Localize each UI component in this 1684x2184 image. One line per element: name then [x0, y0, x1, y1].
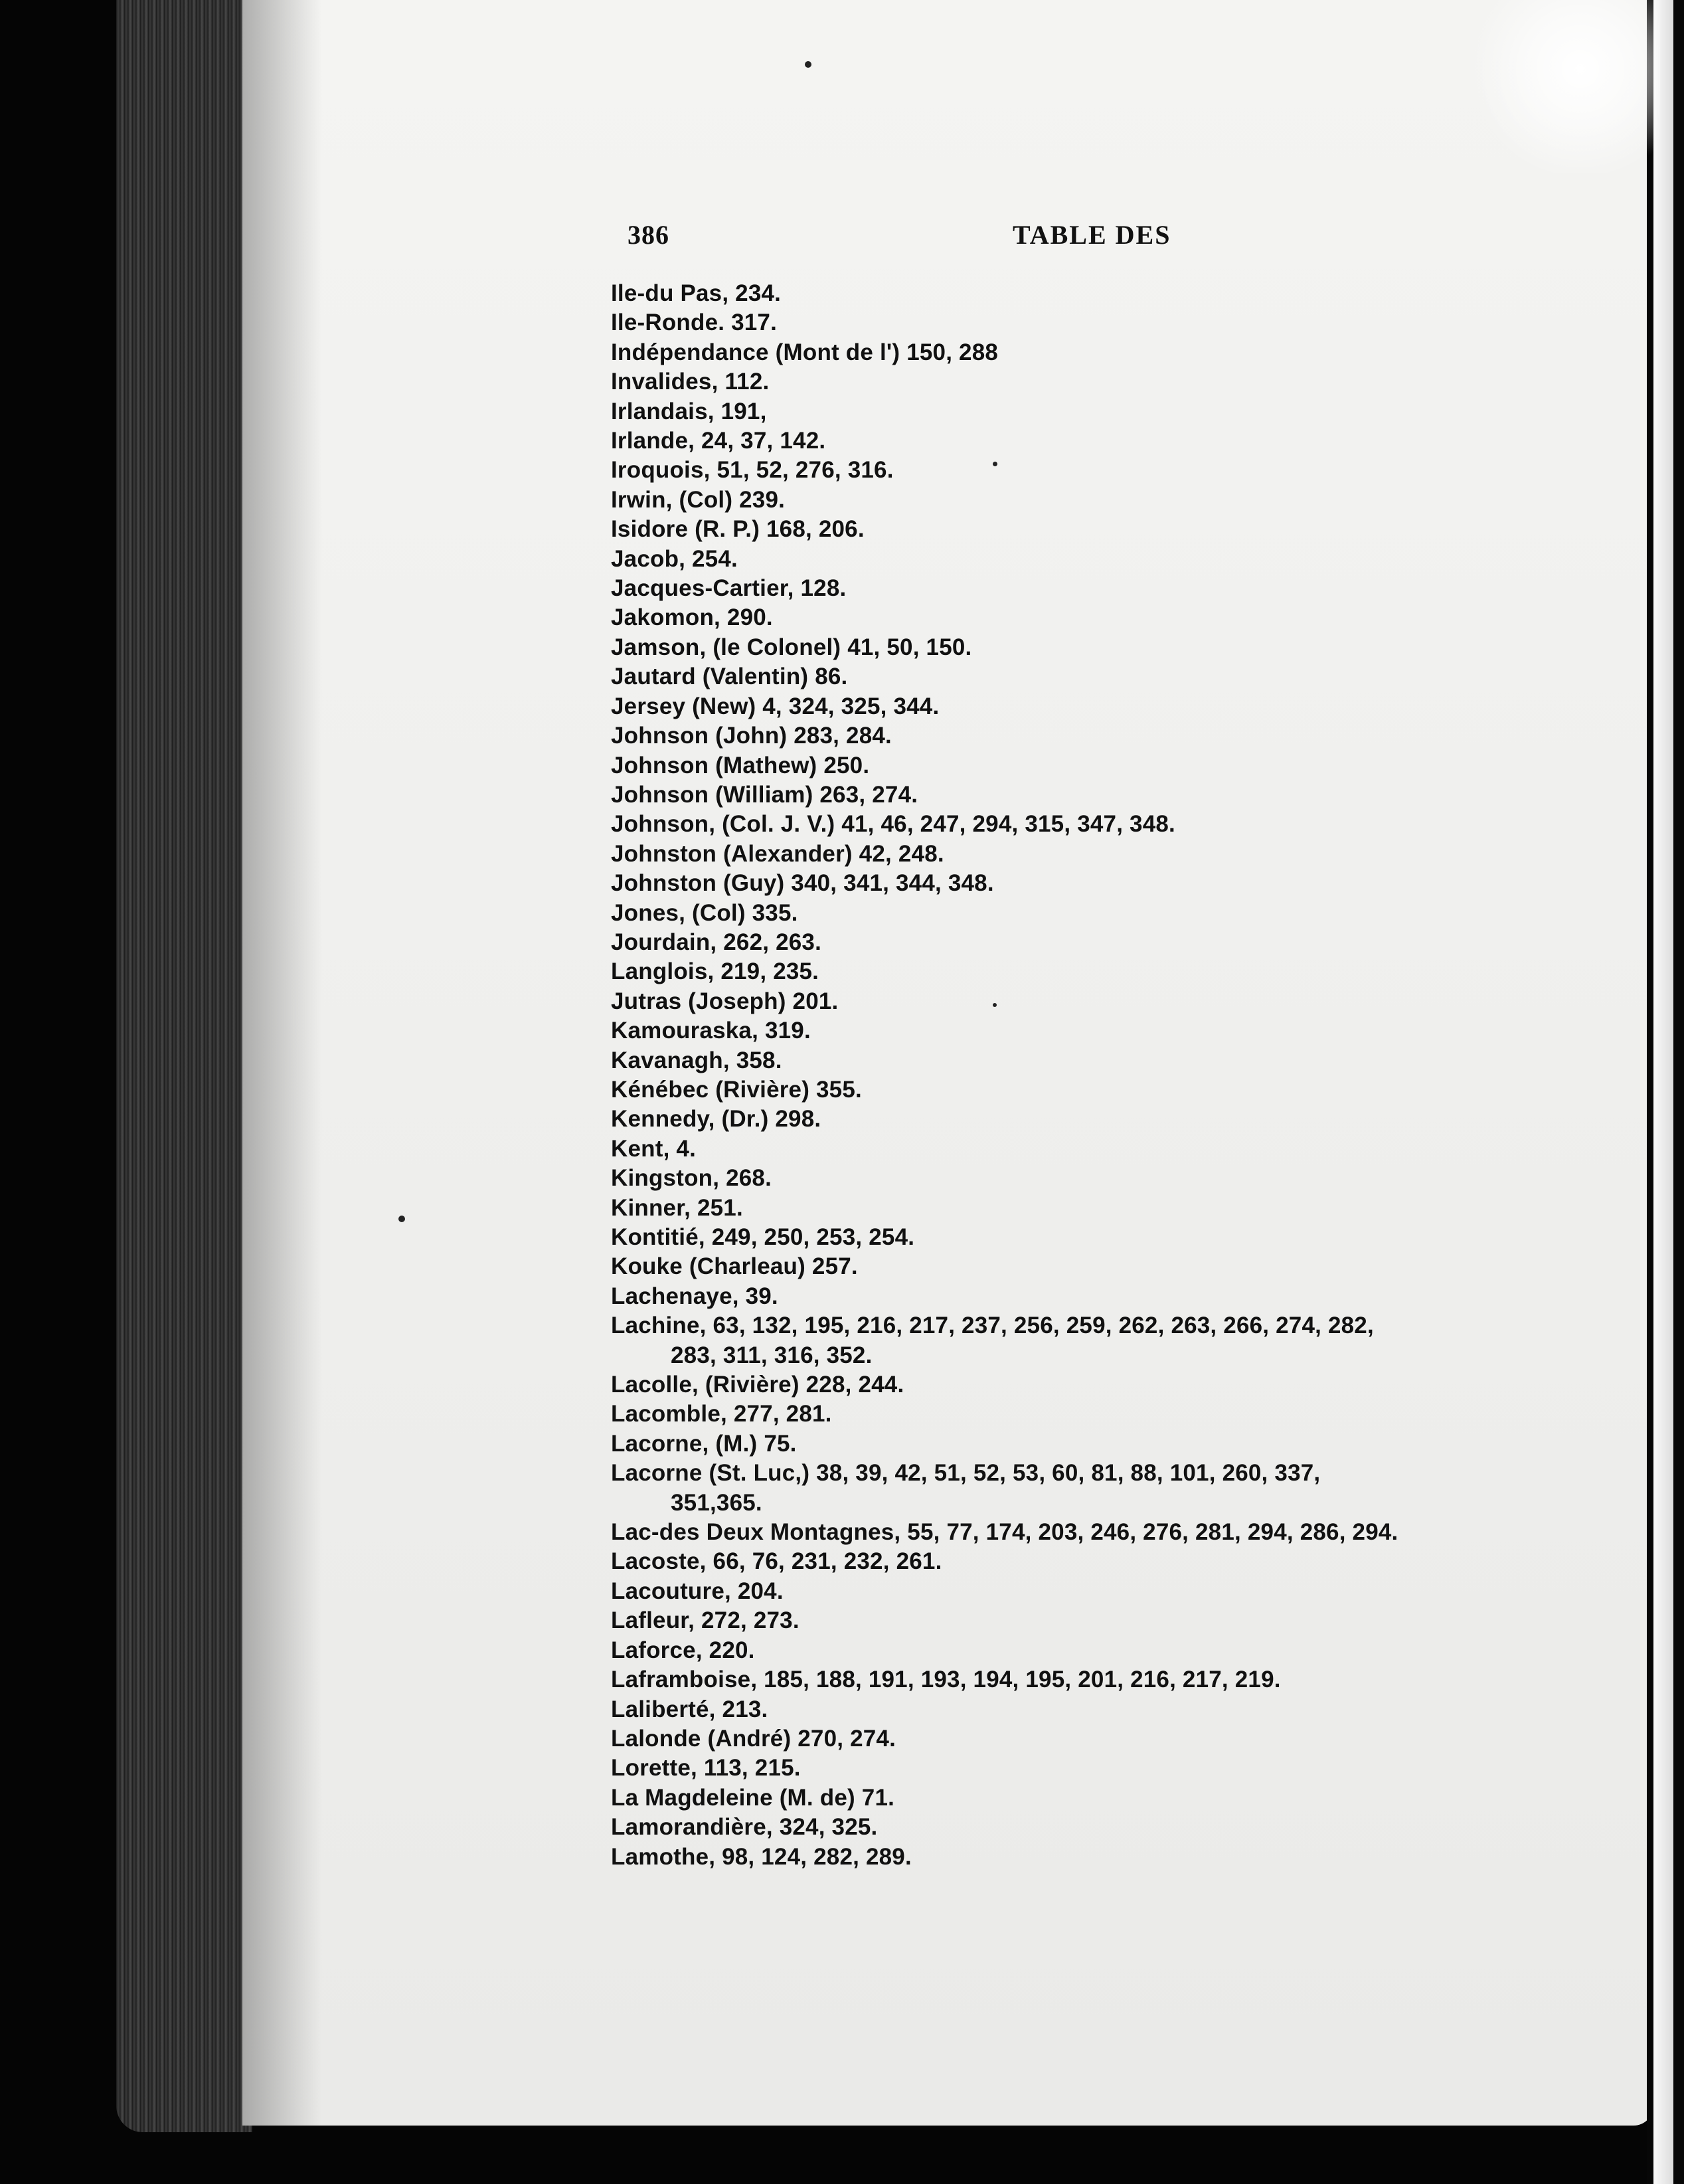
index-entry: Kontitié, 249, 250, 253, 254. — [611, 1224, 915, 1250]
index-entry: Lacoste, 66, 76, 231, 232, 261. — [611, 1548, 942, 1575]
index-entry: Lacomble, 277, 281. — [611, 1401, 832, 1427]
index-entry: Lamorandière, 324, 325. — [611, 1814, 878, 1841]
index-entry: Johnston (Guy) 340, 341, 344, 348. — [611, 870, 994, 897]
index-entry: Langlois, 219, 235. — [611, 958, 819, 985]
index-entry: Laforce, 220. — [611, 1637, 755, 1663]
page-number: 386 — [628, 220, 669, 250]
index-entry: Lacouture, 204. — [611, 1578, 784, 1604]
index-entry: Jersey (New) 4, 324, 325, 344. — [611, 693, 940, 719]
index-entry: Kavanagh, 358. — [611, 1047, 782, 1073]
index-entry: Lamothe, 98, 124, 282, 289. — [611, 1843, 912, 1870]
index-entry: Johnson (Mathew) 250. — [611, 752, 870, 778]
page-header — [628, 219, 1292, 259]
index-entry: Kénébec (Rivière) 355. — [611, 1076, 862, 1103]
index-entry-continuation: 351,365. — [671, 1489, 762, 1516]
index-entry: Jautard (Valentin) 86. — [611, 664, 848, 690]
index-entry: Isidore (R. P.) 168, 206. — [611, 516, 865, 543]
index-entry: Jacques-Cartier, 128. — [611, 575, 847, 602]
index-entry: Jacob, 254. — [611, 545, 738, 572]
index-entry: Kingston, 268. — [611, 1165, 772, 1192]
index-entry: La Magdeleine (M. de) 71. — [611, 1784, 895, 1811]
index-entry: Johnson (John) 283, 284. — [611, 723, 892, 749]
index-entry: Jamson, (le Colonel) 41, 50, 150. — [611, 634, 972, 660]
index-entry: Jakomon, 290. — [611, 604, 773, 631]
index-entry: Irlandais, 191, — [611, 398, 767, 424]
index-entry: Irlande, 24, 37, 142. — [611, 428, 826, 454]
index-entry: Lac-des Deux Montagnes, 55, 77, 174, 203, 246, 276, 281, 294, 286, 294. — [611, 1519, 1398, 1546]
index-entry: Lachenaye, 39. — [611, 1283, 778, 1309]
facing-page-edge — [1653, 0, 1673, 2184]
index-entry: Jones, (Col) 335. — [611, 899, 798, 926]
book-page-edges — [116, 0, 252, 2132]
index-entry: Invalides, 112. — [611, 369, 770, 395]
ink-speck — [398, 1216, 405, 1222]
index-entry-list — [611, 279, 1554, 1872]
index-entry: Lachine, 63, 132, 195, 216, 217, 237, 256, 259, 262, 263, 266, 274, 282, — [611, 1313, 1374, 1339]
index-entry: Kamouraska, 319. — [611, 1018, 811, 1044]
index-entry: Lacolle, (Rivière) 228, 244. — [611, 1372, 904, 1398]
index-entry: Johnson, (Col. J. V.) 41, 46, 247, 294, 315, 347, 348. — [611, 811, 1175, 838]
index-entry: Iroquois, 51, 52, 276, 316. — [611, 457, 894, 484]
index-entry: Laframboise, 185, 188, 191, 193, 194, 195, 201, 216, 217, 219. — [611, 1667, 1281, 1693]
index-entry: Laliberté, 213. — [611, 1696, 768, 1722]
index-entry: Ile-du Pas, 234. — [611, 280, 782, 306]
page-gutter-shadow — [242, 0, 322, 2126]
index-entry: Indépendance (Mont de l') 150, 288 — [611, 339, 999, 365]
index-entry: Kinner, 251. — [611, 1194, 743, 1221]
ink-speck — [805, 61, 811, 68]
index-entry: Johnston (Alexander) 42, 248. — [611, 840, 944, 867]
index-entry: Johnson (William) 263, 274. — [611, 781, 918, 808]
index-entry: Irwin, (Col) 239. — [611, 486, 786, 513]
running-head: TABLE DES — [1013, 220, 1171, 250]
index-entry: Lacorne, (M.) 75. — [611, 1430, 797, 1457]
index-entry: Jutras (Joseph) 201. — [611, 988, 839, 1014]
index-entry: Lafleur, 272, 273. — [611, 1607, 800, 1634]
light-glare — [1461, 0, 1660, 173]
index-entry: Ile-Ronde. 317. — [611, 310, 778, 336]
index-entry: Kouke (Charleau) 257. — [611, 1253, 858, 1280]
index-entry: Lacorne (St. Luc,) 38, 39, 42, 51, 52, 53, 60, 81, 88, 101, 260, 337, — [611, 1460, 1321, 1487]
index-entry: Kent, 4. — [611, 1135, 697, 1162]
index-entry: Jourdain, 262, 263. — [611, 929, 822, 955]
index-entry-continuation: 283, 311, 316, 352. — [671, 1342, 873, 1368]
index-entry: Lorette, 113, 215. — [611, 1755, 801, 1781]
index-entry: Kennedy, (Dr.) 298. — [611, 1106, 821, 1133]
index-entry: Lalonde (André) 270, 274. — [611, 1725, 896, 1752]
